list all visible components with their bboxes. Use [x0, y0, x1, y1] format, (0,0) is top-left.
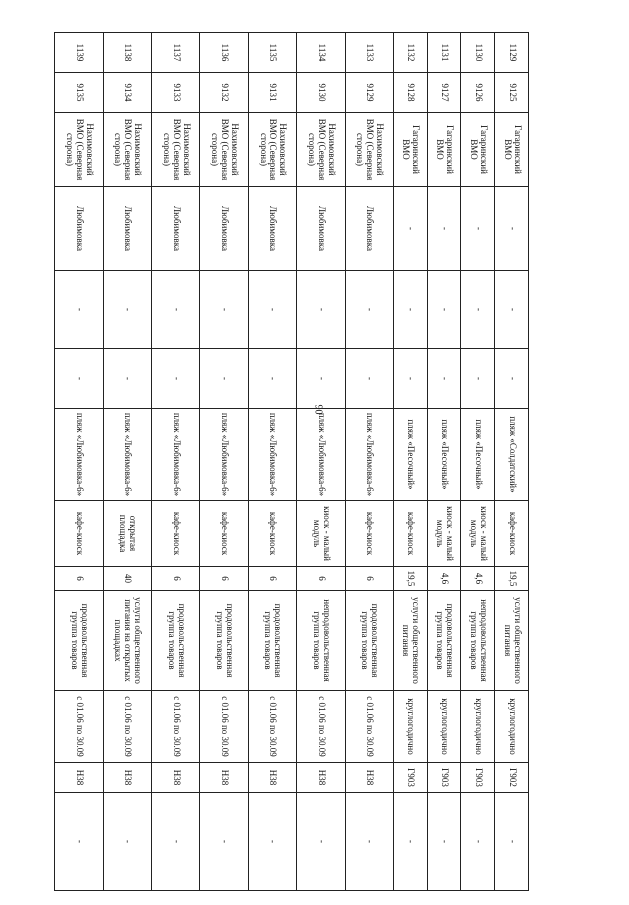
- district-cell: Нахимовский ВМО (Северная сторона): [55, 113, 104, 187]
- locality-cell: -: [461, 187, 495, 271]
- area-cell: 19,5: [495, 567, 529, 591]
- map-mark-cell: Г903: [461, 763, 495, 793]
- period-cell: с 01.06 по 30.09: [200, 691, 248, 763]
- object-code-cell: 9135: [55, 73, 104, 113]
- column-6-cell: -: [394, 349, 428, 409]
- district-cell: Нахимовский ВМО (Северная сторона): [248, 113, 296, 187]
- column-5-cell: -: [495, 271, 529, 349]
- object-code-cell: 9129: [345, 73, 393, 113]
- column-5-cell: -: [200, 271, 248, 349]
- row-number-cell: 1134: [297, 33, 345, 73]
- locality-cell: Любимовка: [200, 187, 248, 271]
- area-cell: 6: [200, 567, 248, 591]
- object-code-cell: 9131: [248, 73, 296, 113]
- map-mark-cell: Г902: [495, 763, 529, 793]
- last-column-cell: -: [297, 793, 345, 891]
- object-code-cell: 9125: [495, 73, 529, 113]
- district-cell: Нахимовский ВМО (Северная сторона): [103, 113, 151, 187]
- column-6-cell: -: [151, 349, 199, 409]
- district-cell: Гагаринский ВМО: [427, 113, 461, 187]
- locality-cell: Любимовка: [248, 187, 296, 271]
- object-type-cell: кафе-киоск: [248, 501, 296, 567]
- specialization-cell: продовольственная группа товаров: [427, 591, 461, 691]
- table-row: [427, 33, 461, 891]
- district-cell: Гагаринский ВМО: [394, 113, 428, 187]
- period-cell: с 01.06 по 30.09: [55, 691, 104, 763]
- object-type-cell: кафе-киоск: [55, 501, 104, 567]
- row-number-cell: 1135: [248, 33, 296, 73]
- district-cell: Гагаринский ВМО: [461, 113, 495, 187]
- period-cell: круглогодично: [394, 691, 428, 763]
- locality-cell: -: [394, 187, 428, 271]
- object-code-cell: 9134: [103, 73, 151, 113]
- locality-cell: Любимовка: [151, 187, 199, 271]
- map-mark-cell: Н38: [55, 763, 104, 793]
- period-cell: круглогодично: [461, 691, 495, 763]
- object-type-cell: кафе-киоск: [151, 501, 199, 567]
- row-number-cell: 1129: [495, 33, 529, 73]
- last-column-cell: -: [394, 793, 428, 891]
- location-cell: пляж «Песочный»: [461, 409, 495, 501]
- object-type-cell: киоск - малый модуль: [297, 501, 345, 567]
- area-cell: 6: [297, 567, 345, 591]
- area-cell: 6: [345, 567, 393, 591]
- period-cell: с 01.06 по 30.09: [297, 691, 345, 763]
- object-type-cell: киоск - малый модуль: [461, 501, 495, 567]
- table-row: [200, 33, 248, 891]
- table-row: [345, 33, 393, 891]
- row-number-cell: 1136: [200, 33, 248, 73]
- last-column-cell: -: [427, 793, 461, 891]
- column-5-cell: -: [394, 271, 428, 349]
- column-5-cell: -: [248, 271, 296, 349]
- object-type-cell: киоск - малый модуль: [427, 501, 461, 567]
- table-row: [495, 33, 529, 891]
- period-cell: с 01.06 по 30.09: [248, 691, 296, 763]
- column-5-cell: -: [103, 271, 151, 349]
- table-row: [103, 33, 151, 891]
- district-cell: Нахимовский ВМО (Северная сторона): [200, 113, 248, 187]
- object-type-cell: кафе-киоск: [394, 501, 428, 567]
- map-mark-cell: Н38: [248, 763, 296, 793]
- table-row: [394, 33, 428, 891]
- period-cell: с 01.06 по 30.09: [103, 691, 151, 763]
- last-column-cell: -: [345, 793, 393, 891]
- location-cell: пляж «Любимовка-6»: [103, 409, 151, 501]
- map-mark-cell: Н38: [103, 763, 151, 793]
- locality-cell: Любимовка: [345, 187, 393, 271]
- area-cell: 4,6: [461, 567, 495, 591]
- district-cell: Нахимовский ВМО (Северная сторона): [151, 113, 199, 187]
- row-number-cell: 1137: [151, 33, 199, 73]
- specialization-cell: продовольственная группа товаров: [151, 591, 199, 691]
- object-type-cell: открытая площадка: [103, 501, 151, 567]
- column-6-cell: -: [297, 349, 345, 409]
- specialization-cell: продовольственная группа товаров: [200, 591, 248, 691]
- column-5-cell: -: [151, 271, 199, 349]
- table-row: [461, 33, 495, 891]
- object-code-cell: 9127: [427, 73, 461, 113]
- map-mark-cell: Н38: [200, 763, 248, 793]
- locality-cell: Любимовка: [103, 187, 151, 271]
- object-type-cell: кафе-киоск: [200, 501, 248, 567]
- object-code-cell: 9132: [200, 73, 248, 113]
- column-5-cell: -: [297, 271, 345, 349]
- location-cell: пляж «Солдатский»: [495, 409, 529, 501]
- specialization-cell: продовольственная группа товаров: [345, 591, 393, 691]
- location-cell: пляж «Любимовка-6»: [55, 409, 104, 501]
- object-code-cell: 9130: [297, 73, 345, 113]
- area-cell: 19,5: [394, 567, 428, 591]
- last-column-cell: -: [55, 793, 104, 891]
- area-cell: 4,6: [427, 567, 461, 591]
- map-mark-cell: Н38: [345, 763, 393, 793]
- specialization-cell: продовольственная группа товаров: [248, 591, 296, 691]
- rotated-table-wrapper: [54, 32, 529, 843]
- location-cell: пляж «Песочный»: [427, 409, 461, 501]
- object-code-cell: 9128: [394, 73, 428, 113]
- row-number-cell: 1132: [394, 33, 428, 73]
- register-table: [54, 32, 529, 891]
- area-cell: 6: [248, 567, 296, 591]
- object-code-cell: 9133: [151, 73, 199, 113]
- district-cell: Нахимовский ВМО (Северная сторона): [345, 113, 393, 187]
- map-mark-cell: Г903: [394, 763, 428, 793]
- specialization-cell: непродовольственная группа товаров: [297, 591, 345, 691]
- column-6-cell: -: [495, 349, 529, 409]
- map-mark-cell: Г903: [427, 763, 461, 793]
- area-cell: 6: [55, 567, 104, 591]
- row-number-cell: 1139: [55, 33, 104, 73]
- locality-cell: -: [495, 187, 529, 271]
- specialization-cell: услуги общественного питания: [394, 591, 428, 691]
- last-column-cell: -: [248, 793, 296, 891]
- period-cell: с 01.06 по 30.09: [151, 691, 199, 763]
- column-6-cell: -: [103, 349, 151, 409]
- area-cell: 6: [151, 567, 199, 591]
- last-column-cell: -: [461, 793, 495, 891]
- column-6-cell: -: [427, 349, 461, 409]
- locality-cell: Любимовка: [55, 187, 104, 271]
- object-type-cell: кафе-киоск: [345, 501, 393, 567]
- period-cell: с 01.06 по 30.09: [345, 691, 393, 763]
- last-column-cell: -: [495, 793, 529, 891]
- map-mark-cell: Н38: [151, 763, 199, 793]
- location-cell: пляж «Песочный»: [394, 409, 428, 501]
- column-5-cell: -: [461, 271, 495, 349]
- district-cell: Гагаринский ВМО: [495, 113, 529, 187]
- area-cell: 40: [103, 567, 151, 591]
- table-row: [248, 33, 296, 891]
- map-mark-cell: Н38: [297, 763, 345, 793]
- column-5-cell: -: [345, 271, 393, 349]
- object-type-cell: кафе-киоск: [495, 501, 529, 567]
- row-number-cell: 1133: [345, 33, 393, 73]
- location-cell: пляж «Любимовка-6»: [151, 409, 199, 501]
- specialization-cell: услуги общественного питания: [495, 591, 529, 691]
- table-row: [55, 33, 104, 891]
- column-6-cell: -: [55, 349, 104, 409]
- locality-cell: -: [427, 187, 461, 271]
- last-column-cell: -: [151, 793, 199, 891]
- column-6-cell: -: [345, 349, 393, 409]
- row-number-cell: 1138: [103, 33, 151, 73]
- period-cell: круглогодично: [495, 691, 529, 763]
- table-row: [151, 33, 199, 891]
- column-5-cell: -: [55, 271, 104, 349]
- column-5-cell: -: [427, 271, 461, 349]
- column-6-cell: -: [248, 349, 296, 409]
- row-number-cell: 1130: [461, 33, 495, 73]
- district-cell: Нахимовский ВМО (Северная сторона): [297, 113, 345, 187]
- period-cell: круглогодично: [427, 691, 461, 763]
- page-number: 90: [312, 404, 324, 415]
- specialization-cell: непродовольственная группа товаров: [461, 591, 495, 691]
- object-code-cell: 9126: [461, 73, 495, 113]
- location-cell: пляж «Любимовка-6»: [297, 409, 345, 501]
- last-column-cell: -: [103, 793, 151, 891]
- location-cell: пляж «Любимовка-6»: [345, 409, 393, 501]
- column-6-cell: -: [461, 349, 495, 409]
- location-cell: пляж «Любимовка-6»: [200, 409, 248, 501]
- specialization-cell: услуги общественного питания на открытых площадках: [103, 591, 151, 691]
- table-row: [297, 33, 345, 891]
- location-cell: пляж «Любимовка-6»: [248, 409, 296, 501]
- specialization-cell: продовольственная группа товаров: [55, 591, 104, 691]
- column-6-cell: -: [200, 349, 248, 409]
- row-number-cell: 1131: [427, 33, 461, 73]
- locality-cell: Любимовка: [297, 187, 345, 271]
- last-column-cell: -: [200, 793, 248, 891]
